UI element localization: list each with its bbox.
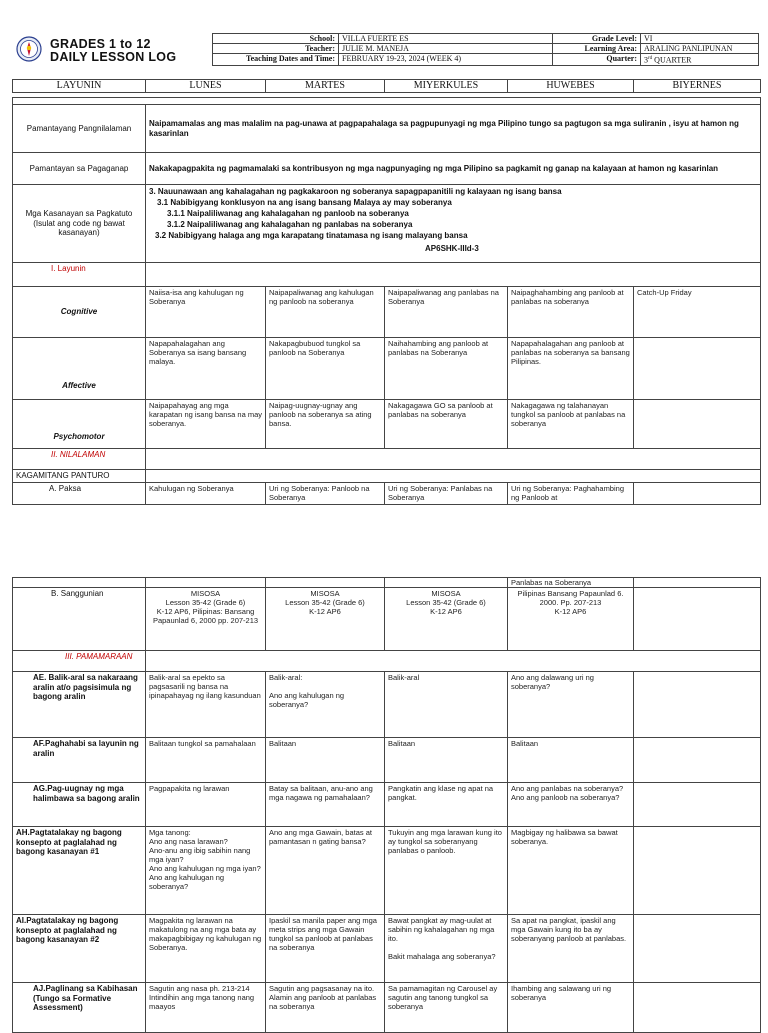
- aj-biyernes: [634, 983, 761, 1033]
- kagamitan-heading-fill: [146, 470, 761, 483]
- aj-martes: Sagutin ang pagsasanay na ito. Alamin ang panloob at panlabas na soberanya: [266, 983, 385, 1033]
- ai-lunes: Magpakita ng larawan na makatulong na ang mga bata ay makapagbibigay ng kahulugan ng Soberanya.: [146, 915, 266, 983]
- kasanayan-line-5: 3.2 Nabibigyang halaga ang mga karapatang tinatamasa ng isang malayang bansa: [155, 231, 468, 240]
- ai-biyernes: [634, 915, 761, 983]
- document-title: [50, 38, 176, 64]
- quarter-label: Quarter:: [553, 54, 641, 66]
- day-header-martes: MARTES: [266, 80, 385, 93]
- ag-biyernes: [634, 783, 761, 827]
- affective-biyernes: [634, 338, 761, 400]
- pamamaraan-heading-fill: [146, 651, 761, 672]
- cont-empty-1: [13, 578, 146, 588]
- cont-empty-3: [266, 578, 385, 588]
- kagamitan-heading: KAGAMITANG PANTURO: [13, 470, 146, 483]
- kasanayan-line-1: 3. Nauunawaan ang kahalagahan ng pagkakaroon ng soberanya sapagpapanitili ng kalayaan ng isang bansa: [149, 187, 562, 196]
- day-header-biyernes: BIYERNES: [634, 80, 761, 93]
- psychomotor-biyernes: [634, 400, 761, 449]
- grade-label: Grade Level:: [553, 34, 641, 44]
- cognitive-huwebes: Naipaghahambing ang panloob at panlabas na soberanya: [508, 287, 634, 338]
- paksa-label: A. Paksa: [13, 483, 146, 505]
- sanggunian-biyernes: [634, 588, 761, 651]
- sanggunian-huwebes: Pilipinas Bansang Papaunlad 6. 2000. Pp. 207-213 K-12 AP6: [508, 588, 634, 651]
- ae-martes: Balik-aral: Ano ang kahulugan ng soberanya?: [266, 672, 385, 738]
- ae-biyernes: [634, 672, 761, 738]
- kasanayan-line-3: 3.1.1 Naipaliliwanag ang kahalagahan ng panloob na soberanya: [167, 209, 409, 218]
- school-value: VILLA FUERTE ES: [339, 34, 553, 44]
- cognitive-miyerkules: Naipapaliwanag ang panlabas na Soberanya: [385, 287, 508, 338]
- kasanayan-text: [146, 185, 761, 263]
- quarter-suffix: rd: [648, 56, 653, 61]
- aj-huwebes: Ihambing ang salawang uri ng soberanya: [508, 983, 634, 1033]
- psychomotor-miyerkules: Nakagagawa GO sa panloob at panlabas na soberanya: [385, 400, 508, 449]
- lesson-table-page-2: [12, 577, 761, 1033]
- ag-martes: Batay sa balitaan, anu-ano ang mga nagawa ng pamahalaan?: [266, 783, 385, 827]
- dates-label: Teaching Dates and Time:: [213, 54, 339, 66]
- ai-label: AI.Pagtatalakay ng bagong konsepto at paglalahad ng bagong kasanayan #2: [13, 915, 146, 983]
- teacher-label: Teacher:: [213, 44, 339, 54]
- psychomotor-lunes: Naipapahayag ang mga karapatan ng isang bansa na may soberanya.: [146, 400, 266, 449]
- quarter-number: 3: [644, 55, 648, 65]
- af-miyerkules: Balitaan: [385, 738, 508, 783]
- dates-value: FEBRUARY 19-23, 2024 (WEEK 4): [339, 54, 553, 66]
- layunin-heading: I. Layunin: [13, 263, 146, 287]
- af-huwebes: Balitaan: [508, 738, 634, 783]
- kasanayan-label: Mga Kasanayan sa Pagkatuto (Isulat ang code ng bawat kasanayan): [13, 185, 146, 263]
- affective-miyerkules: Naihahambing ang panloob at panlabas na Soberanya: [385, 338, 508, 400]
- af-martes: Balitaan: [266, 738, 385, 783]
- ag-huwebes: Ano ang panlabas na soberanya? Ano ang panloob na soberanya?: [508, 783, 634, 827]
- day-header-huwebes: HUWEBES: [508, 80, 634, 93]
- sanggunian-miyerkules: MISOSA Lesson 35-42 (Grade 6) K-12 AP6: [385, 588, 508, 651]
- cont-empty-2: [146, 578, 266, 588]
- paksa-biyernes: [634, 483, 761, 505]
- aj-label: AJ.Paglinang sa Kabihasan (Tungo sa Formative Assessment): [13, 983, 146, 1033]
- aj-lunes: Sagutin ang nasa ph. 213-214 Intindihin ang mga tanong nang maayos: [146, 983, 266, 1033]
- paksa-huwebes-continued: Panlabas na Soberanya: [508, 578, 634, 588]
- aj-miyerkules: Sa pamamagitan ng Carousel ay sagutin ang tanong tungkol sa soberanya: [385, 983, 508, 1033]
- pamantayang-text: Naipamamalas ang mas malalim na pag-unawa at pagpapahalaga sa pagpupunyagi ng mga Pilipino tungo sa pagtugon sa mga suliranin , isyu at hamon ng kasarinlan: [146, 105, 761, 153]
- ah-huwebes: Magbigay ng halibawa sa bawat soberanya.: [508, 827, 634, 915]
- ah-miyerkules: Tukuyin ang mga larawan kung ito ay tungkol sa soberanyang panlabas o panloob.: [385, 827, 508, 915]
- quarter-text: QUARTER: [652, 55, 692, 65]
- nilalaman-heading: II. NILALAMAN: [13, 449, 146, 470]
- area-label: Learning Area:: [553, 44, 641, 54]
- ah-lunes: Mga tanong: Ano ang nasa larawan? Ano-anu ang ibig sabihin nang mga iyan? Ano ang kahulugan ng mga iyan? Ano ang kahulugan ng soberanya?: [146, 827, 266, 915]
- quarter-value: [641, 54, 759, 66]
- paganap-label: Pamantayan sa Pagaganap: [13, 153, 146, 185]
- psychomotor-huwebes: Nakagagawa ng talahanayan tungkol sa panloob at panlabas na soberanya: [508, 400, 634, 449]
- af-label: AF.Paghahabi sa layunin ng aralin: [13, 738, 146, 783]
- pamamaraan-heading: III. PAMAMARAAN: [13, 651, 146, 672]
- ai-miyerkules: Bawat pangkat ay mag-uulat at sabihin ng kahalagahan ng mga ito. Bakit mahalaga ang soberanya?: [385, 915, 508, 983]
- header-info-table: [212, 33, 759, 66]
- ah-martes: Ano ang mga Gawain, batas at pamantasan n gating bansa?: [266, 827, 385, 915]
- ae-label: AE. Balik-aral sa nakaraang aralin at/o pagsisimula ng bagong aralin: [13, 672, 146, 738]
- cont-empty-4: [385, 578, 508, 588]
- paganap-text: Nakakapagpakita ng pagmamalaki sa kontribusyon ng mga nagpunyaging ng mga Pilipino sa pagkamit ng ganap na kalayaan at hamon ng kasarinlan: [146, 153, 761, 185]
- cognitive-lunes: Naiisa-isa ang kahulugan ng Soberanya: [146, 287, 266, 338]
- paksa-miyerkules: Uri ng Soberanya: Panlabas na Soberanya: [385, 483, 508, 505]
- days-header-row: [12, 79, 761, 93]
- psychomotor-label: Psychomotor: [13, 400, 146, 449]
- day-header-miyerkules: MIYERKULES: [385, 80, 508, 93]
- sanggunian-lunes: MISOSA Lesson 35-42 (Grade 6) K-12 AP6, Pilipinas: Bansang Papaunlad 6, 2000 pp. 207-213: [146, 588, 266, 651]
- affective-label: Affective: [13, 338, 146, 400]
- spacer-row: [13, 98, 761, 105]
- sanggunian-label: B. Sanggunian: [13, 588, 146, 651]
- ah-biyernes: [634, 827, 761, 915]
- paksa-lunes: Kahulugan ng Soberanya: [146, 483, 266, 505]
- layunin-heading-fill: [146, 263, 761, 287]
- af-lunes: Balitaan tungkol sa pamahalaan: [146, 738, 266, 783]
- cont-empty-6: [634, 578, 761, 588]
- psychomotor-martes: Naipag-uugnay-ugnay ang panloob na soberanya sa ating bansa.: [266, 400, 385, 449]
- nilalaman-heading-fill: [146, 449, 761, 470]
- title-line-1: GRADES 1 to 12: [50, 37, 151, 51]
- ae-huwebes: Ano ang dalawang uri ng soberanya?: [508, 672, 634, 738]
- kasanayan-code: AP6SHK-IIId-3: [425, 244, 479, 253]
- grade-value: VI: [641, 34, 759, 44]
- sanggunian-martes: MISOSA Lesson 35-42 (Grade 6) K-12 AP6: [266, 588, 385, 651]
- paksa-martes: Uri ng Soberanya: Panloob na Soberanya: [266, 483, 385, 505]
- cognitive-biyernes: Catch-Up Friday: [634, 287, 761, 338]
- affective-martes: Nakapagbubuod tungkol sa panloob na Soberanya: [266, 338, 385, 400]
- cognitive-label: Cognitive: [13, 287, 146, 338]
- pamantayang-label: Pamantayang Pangnilalaman: [13, 105, 146, 153]
- paksa-huwebes: Uri ng Soberanya: Paghahambing ng Panloob at: [508, 483, 634, 505]
- title-line-2: DAILY LESSON LOG: [50, 50, 177, 64]
- cognitive-martes: Naipapaliwanag ang kahulugan ng panloob na soberanya: [266, 287, 385, 338]
- ah-label: AH.Pagtatalakay ng bagong konsepto at paglalahad ng bagong kasanayan #1: [13, 827, 146, 915]
- kasanayan-line-4: 3.1.2 Naipaliliwanag ang kahalagahan ng panlabas na soberanya: [167, 220, 413, 229]
- af-biyernes: [634, 738, 761, 783]
- kasanayan-line-2: 3.1 Nabibigyang konklusyon na ang isang bansang Malaya ay may soberanya: [157, 198, 452, 207]
- ag-lunes: Pagpapakita ng larawan: [146, 783, 266, 827]
- teacher-value: JULIE M. MANEJA: [339, 44, 553, 54]
- area-value: ARALING PANLIPUNAN: [641, 44, 759, 54]
- ag-miyerkules: Pangkatin ang klase ng apat na pangkat.: [385, 783, 508, 827]
- affective-lunes: Napapahalagahan ang Soberanya sa isang bansang malaya.: [146, 338, 266, 400]
- affective-huwebes: Napapahalagahan ang panloob at panlabas na soberanya sa bansang Pilipinas.: [508, 338, 634, 400]
- ae-lunes: Balik-aral sa epekto sa pagsasarili ng bansa na ipinapahayag ng ilang kasunduan: [146, 672, 266, 738]
- ai-huwebes: Sa apat na pangkat, ipaskil ang mga Gawain kung ito ba ay soberanyang panloob at panlabas.: [508, 915, 634, 983]
- lesson-table-page-1: [12, 97, 761, 505]
- school-label: School:: [213, 34, 339, 44]
- ai-martes: Ipaskil sa manila paper ang mga meta strips ang mga Gawain tungkol sa panloob at panlabas na soberanya: [266, 915, 385, 983]
- day-header-lunes: LUNES: [146, 80, 266, 93]
- deped-logo: [16, 36, 42, 62]
- ae-miyerkules: Balik-aral: [385, 672, 508, 738]
- ag-label: AG.Pag-uugnay ng mga halimbawa sa bagong aralin: [13, 783, 146, 827]
- day-header-layunin: LAYUNIN: [13, 80, 146, 93]
